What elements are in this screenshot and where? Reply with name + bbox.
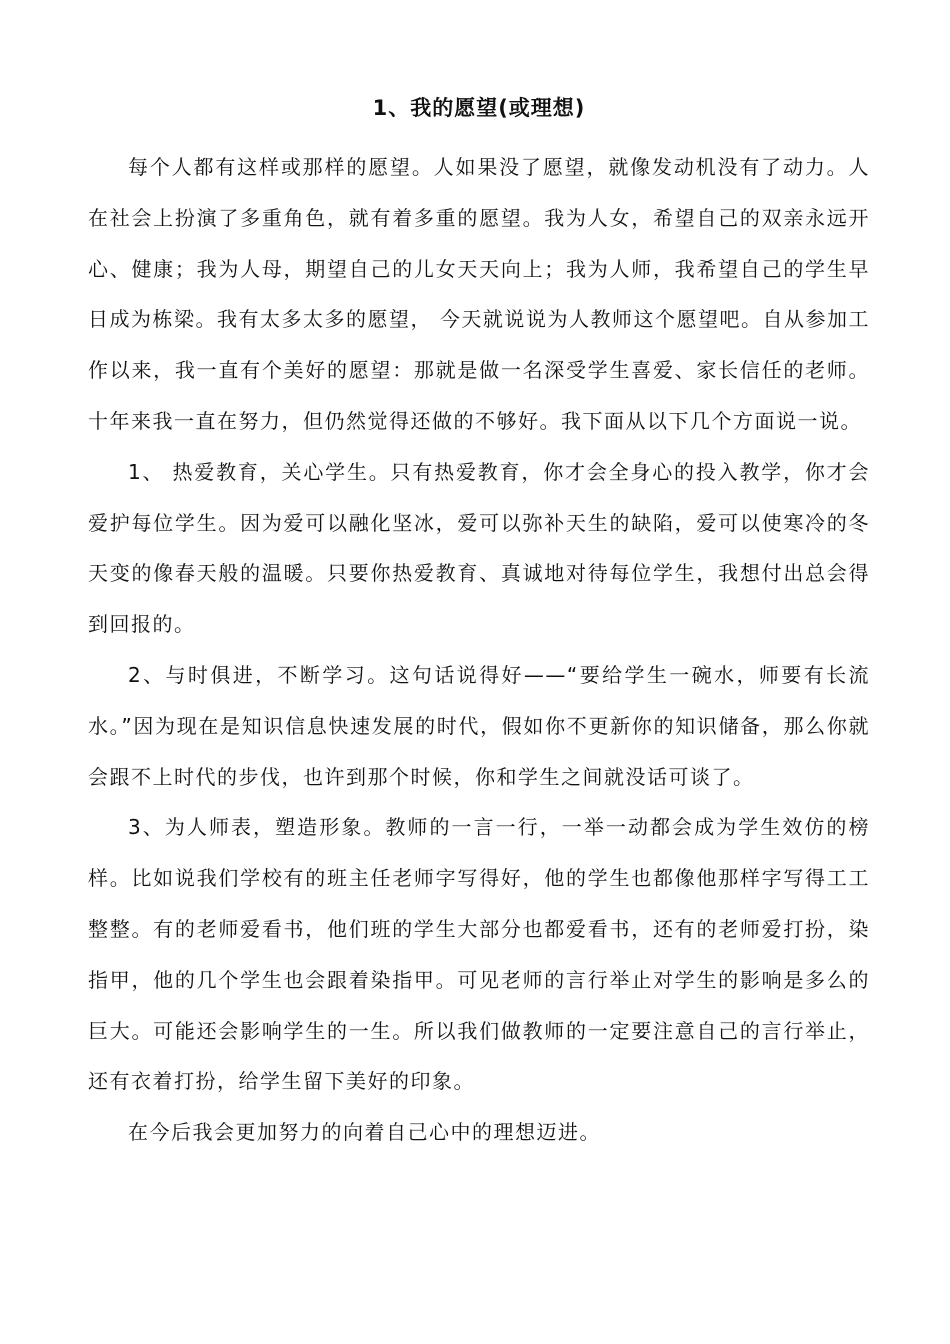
paragraph-point-3: 3、为人师表，塑造形象。教师的一言一行，一举一动都会成为学生效仿的榜样。比如说我们学校有的班主任老师字写得好，他的学生也都像他那样字写得工工整整。有的老师爱看书，他们班的学生大部分也都爱看书，还有的老师爱打扮，染指甲，他的几个学生也会跟着染指甲。可见老师的言行举止对学生的影响是多么的巨大。可能还会影响学生的一生。所以我们做教师的一定要注意自己的言行举止，还有衣着打扮，给学生留下美好的印象。 <box>88 815 870 1094</box>
paragraph-conclusion: 在今后我会更加努力的向着自己心中的理想迈进。 <box>128 1120 601 1145</box>
document-body <box>88 92 870 1158</box>
paragraph-point-1: 1、 热爱教育，关心学生。只有热爱教育，你才会全身心的投入教学，你才会爱护每位学生。因为爱可以融化坚冰，爱可以弥补天生的缺陷，爱可以使寒冷的冬天变的像春天般的温暖。只要你热爱教育、真诚地对待每位学生，我想付出总会得到回报的。 <box>88 459 870 637</box>
paragraph-point-2: 2、与时俱进，不断学习。这句话说得好——“要给学生一碗水，师要有长流水。”因为现在是知识信息快速发展的时代，假如你不更新你的知识储备，那么你就会跟不上时代的步伐，也许到那个时候，你和学生之间就没话可谈了。 <box>88 662 870 789</box>
document-title: 1、我的愿望(或理想) <box>372 96 586 120</box>
paragraph-intro: 每个人都有这样或那样的愿望。人如果没了愿望，就像发动机没有了动力。人在社会上扮演了多重角色，就有着多重的愿望。我为人女，希望自己的双亲永远开心、健康；我为人母，期望自己的儿女天天向上；我为人师，我希望自己的学生早日成为栋梁。我有太多太多的愿望， 今天就说说为人教师这个愿望吧。自从参加工作以来，我一直有个美好的愿望：那就是做一名深受学生喜爱、家长信任的老师。十年来我一直在努力，但仍然觉得还做的不够好。我下面从以下几个方面说一说。 <box>88 155 870 433</box>
